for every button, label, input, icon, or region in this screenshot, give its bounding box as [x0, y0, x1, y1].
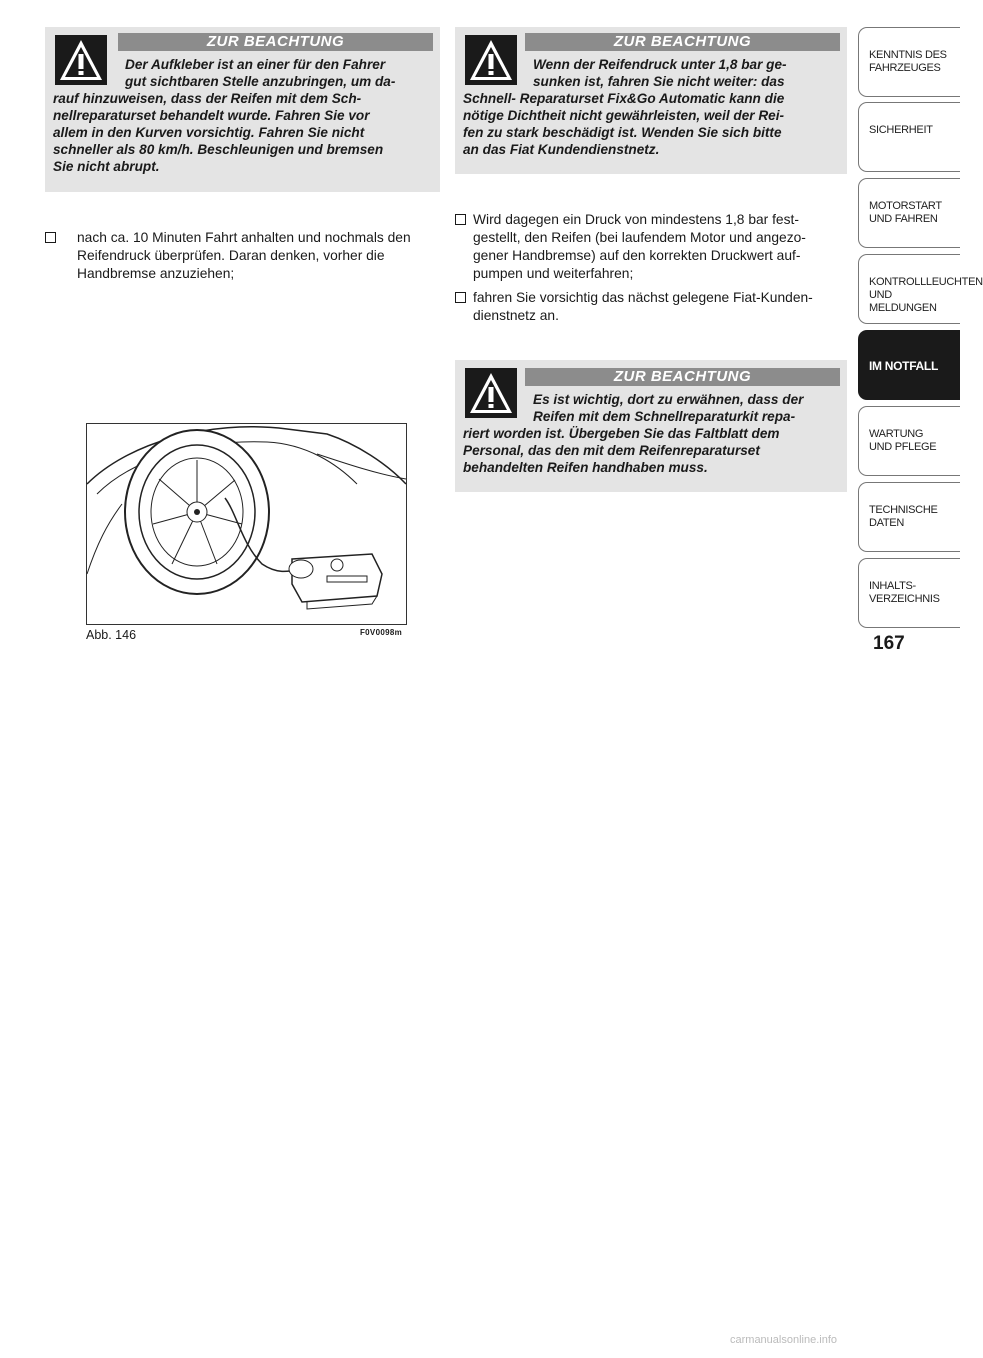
tab-inhaltsverzeichnis[interactable]: INHALTS- VERZEICHNIS [858, 558, 960, 628]
checkbox-bullet-icon [45, 232, 56, 243]
figure-tire-repair-kit [86, 423, 407, 625]
list-item: fahren Sie vorsichtig das nächst gelegene Fiat-Kunden- dienstnetz an. [455, 289, 845, 325]
tab-kontrollleuchten[interactable]: KONTROLLLEUCHTEN UND MELDUNGEN [858, 254, 960, 324]
checkbox-bullet-icon [455, 292, 466, 303]
list-item: Wird dagegen ein Druck von mindestens 1,8 bar fest- gestellt, den Reifen (bei laufendem Motor und angezo- gener Handbremse) auf den korrekten Druckwert auf- pumpen und weiterfahren; [455, 211, 845, 283]
warning-box-3 [455, 360, 847, 492]
tire-compressor-illustration [87, 424, 406, 624]
right-bullet-list [455, 211, 845, 331]
figure-caption: Abb. 146 [86, 628, 137, 642]
warning-box-1 [45, 27, 440, 192]
tab-wartung[interactable]: WARTUNG UND PFLEGE [858, 406, 960, 476]
warning-text: Es ist wichtig, dort zu erwähnen, dass der Reifen mit dem Schnellreparaturkit repa- riert worden ist. Übergeben Sie das Faltblatt dem Personal, das den mit dem Reifenreparaturset behandelten Reifen handhaben muss. [463, 392, 804, 475]
warning-box-2 [455, 27, 847, 174]
warning-header: ZUR BEACHTUNG [525, 33, 840, 51]
warning-text: Wenn der Reifendruck unter 1,8 bar ge- sunken ist, fahren Sie nicht weiter: das Schnell- Reparaturset Fix&Go Automatic kann die nötige Dichtheit nicht gewährleisten, weil der Rei- fen zu stark beschädigt ist. Wenden Sie sich bitte an das Fiat Kundendienstnetz. [463, 57, 787, 157]
tab-im-notfall[interactable]: IM NOTFALL [858, 330, 960, 400]
footer-watermark: carmanualsonline.info [730, 1334, 838, 1346]
tab-technische-daten[interactable]: TECHNISCHE DATEN [858, 482, 960, 552]
checkbox-bullet-icon [455, 214, 466, 225]
warning-text: Der Aufkleber ist an einer für den Fahrer gut sichtbaren Stelle anzubringen, um da- rauf hinzuweisen, dass der Reifen mit dem Sch- nellreparaturset behandelt wurde. Fahren Sie vor allem in den Kurven vorsichtig. Fahren Sie nicht schneller als 80 km/h. Beschleunigen und bremsen Sie nicht abrupt. [53, 57, 396, 174]
warning-header: ZUR BEACHTUNG [525, 368, 840, 386]
page-number: 167 [873, 633, 905, 654]
list-item: nach ca. 10 Minuten Fahrt anhalten und nochmals den Reifendruck überprüfen. Daran denken, vorher die Handbremse anzuziehen; [45, 229, 438, 283]
figure-code: F0V0098m [360, 628, 402, 637]
left-bullet-list [45, 229, 438, 289]
tab-kenntnis[interactable]: KENNTNIS DES FAHRZEUGES [858, 27, 960, 97]
tab-sicherheit[interactable]: SICHERHEIT [858, 102, 960, 172]
warning-header: ZUR BEACHTUNG [118, 33, 433, 51]
tab-motorstart[interactable]: MOTORSTART UND FAHREN [858, 178, 960, 248]
